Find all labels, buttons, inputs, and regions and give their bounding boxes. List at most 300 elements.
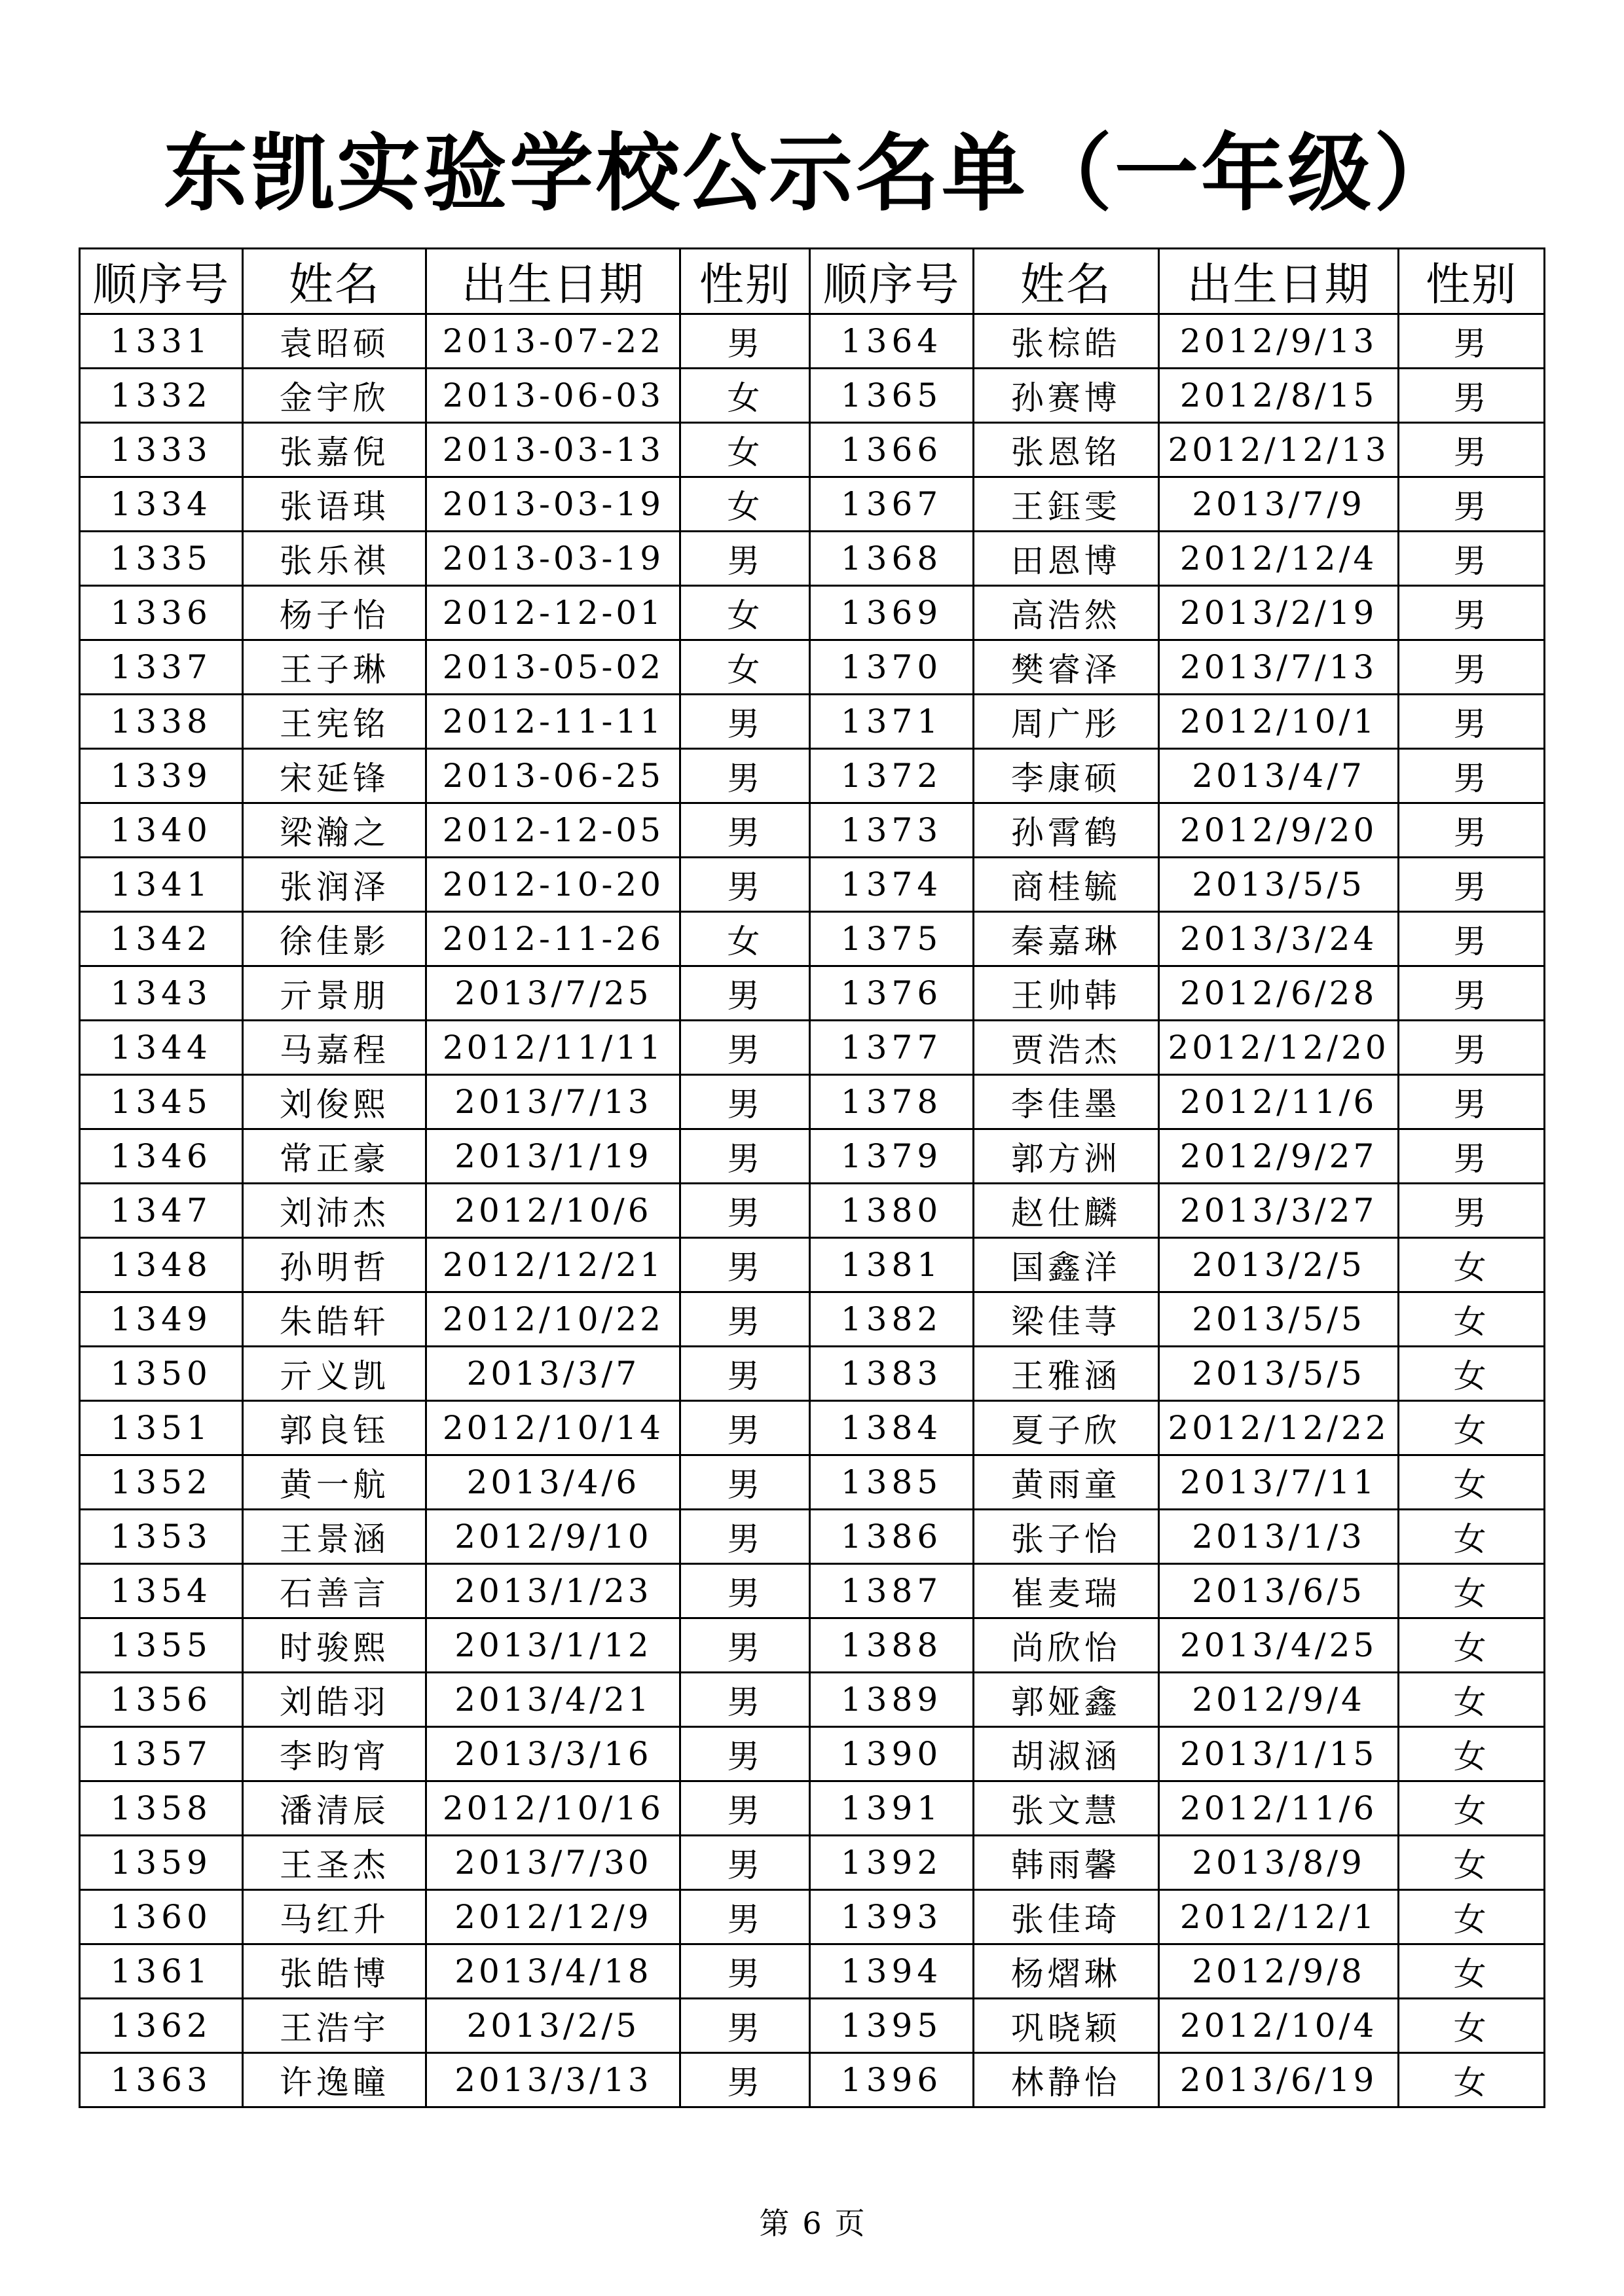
cell-seq-right: 1382 xyxy=(810,1292,973,1347)
cell-birthdate-left: 2013/3/13 xyxy=(426,2053,680,2107)
cell-seq-right: 1372 xyxy=(810,749,973,803)
cell-seq-right: 1393 xyxy=(810,1890,973,1944)
cell-birthdate-right: 2012/9/20 xyxy=(1158,803,1398,858)
cell-name-right: 张恩铭 xyxy=(973,423,1158,477)
cell-seq-right: 1386 xyxy=(810,1510,973,1564)
cell-name-left: 张皓博 xyxy=(243,1944,426,1999)
cell-name-left: 徐佳影 xyxy=(243,912,426,966)
cell-gender-right: 男 xyxy=(1399,1129,1545,1184)
cell-name-left: 张乐祺 xyxy=(243,532,426,586)
cell-name-right: 李康硕 xyxy=(973,749,1158,803)
cell-gender-left: 男 xyxy=(680,1075,810,1129)
cell-gender-left: 男 xyxy=(680,1564,810,1618)
cell-seq-right: 1368 xyxy=(810,532,973,586)
header-row xyxy=(80,249,1545,314)
cell-gender-right: 女 xyxy=(1399,1999,1545,2053)
cell-seq-left: 1362 xyxy=(80,1999,243,2053)
cell-gender-right: 女 xyxy=(1399,1401,1545,1455)
cell-birthdate-left: 2013/4/18 xyxy=(426,1944,680,1999)
cell-gender-left: 女 xyxy=(680,586,810,640)
cell-gender-right: 男 xyxy=(1399,695,1545,749)
cell-gender-right: 男 xyxy=(1399,640,1545,695)
cell-name-right: 王鈺雯 xyxy=(973,477,1158,532)
cell-name-left: 王圣杰 xyxy=(243,1836,426,1890)
cell-seq-left: 1358 xyxy=(80,1781,243,1836)
table-row xyxy=(80,803,1545,858)
cell-birthdate-left: 2013/1/23 xyxy=(426,1564,680,1618)
cell-seq-left: 1351 xyxy=(80,1401,243,1455)
cell-name-left: 常正豪 xyxy=(243,1129,426,1184)
cell-seq-left: 1342 xyxy=(80,912,243,966)
cell-name-right: 王帅韩 xyxy=(973,966,1158,1021)
table-row xyxy=(80,2053,1545,2107)
cell-seq-left: 1332 xyxy=(80,369,243,423)
cell-seq-left: 1336 xyxy=(80,586,243,640)
cell-name-left: 朱皓轩 xyxy=(243,1292,426,1347)
cell-birthdate-left: 2012-11-26 xyxy=(426,912,680,966)
cell-name-right: 高浩然 xyxy=(973,586,1158,640)
cell-birthdate-left: 2013-03-19 xyxy=(426,477,680,532)
cell-birthdate-right: 2012/12/13 xyxy=(1158,423,1398,477)
cell-birthdate-left: 2013-05-02 xyxy=(426,640,680,695)
cell-name-left: 李昀宵 xyxy=(243,1727,426,1781)
cell-name-right: 周广彤 xyxy=(973,695,1158,749)
header-birthdate-left: 出生日期 xyxy=(426,249,680,314)
cell-birthdate-right: 2012/11/6 xyxy=(1158,1781,1398,1836)
cell-birthdate-left: 2012/10/16 xyxy=(426,1781,680,1836)
cell-name-left: 潘清辰 xyxy=(243,1781,426,1836)
cell-name-left: 杨子怡 xyxy=(243,586,426,640)
header-name-right: 姓名 xyxy=(973,249,1158,314)
cell-birthdate-right: 2013/5/5 xyxy=(1158,1347,1398,1401)
cell-birthdate-left: 2013-03-13 xyxy=(426,423,680,477)
cell-birthdate-right: 2012/9/4 xyxy=(1158,1673,1398,1727)
cell-gender-right: 女 xyxy=(1399,1618,1545,1673)
cell-birthdate-right: 2013/4/25 xyxy=(1158,1618,1398,1673)
cell-seq-left: 1346 xyxy=(80,1129,243,1184)
cell-birthdate-left: 2012/10/22 xyxy=(426,1292,680,1347)
table-row xyxy=(80,1510,1545,1564)
cell-name-left: 刘皓羽 xyxy=(243,1673,426,1727)
cell-seq-left: 1355 xyxy=(80,1618,243,1673)
cell-name-left: 王子琳 xyxy=(243,640,426,695)
cell-gender-left: 男 xyxy=(680,1836,810,1890)
cell-birthdate-right: 2013/3/27 xyxy=(1158,1184,1398,1238)
cell-birthdate-right: 2012/9/8 xyxy=(1158,1944,1398,1999)
cell-seq-right: 1381 xyxy=(810,1238,973,1292)
table-row xyxy=(80,532,1545,586)
cell-birthdate-right: 2012/10/1 xyxy=(1158,695,1398,749)
cell-gender-right: 女 xyxy=(1399,1781,1545,1836)
cell-birthdate-left: 2012/10/14 xyxy=(426,1401,680,1455)
cell-seq-left: 1360 xyxy=(80,1890,243,1944)
cell-name-right: 巩晓颖 xyxy=(973,1999,1158,2053)
cell-birthdate-right: 2013/5/5 xyxy=(1158,1292,1398,1347)
cell-seq-left: 1335 xyxy=(80,532,243,586)
cell-name-right: 尚欣怡 xyxy=(973,1618,1158,1673)
cell-name-right: 赵仕麟 xyxy=(973,1184,1158,1238)
cell-birthdate-left: 2013/7/25 xyxy=(426,966,680,1021)
cell-seq-right: 1389 xyxy=(810,1673,973,1727)
cell-seq-left: 1344 xyxy=(80,1021,243,1075)
cell-seq-right: 1385 xyxy=(810,1455,973,1510)
cell-seq-right: 1383 xyxy=(810,1347,973,1401)
cell-birthdate-left: 2012/10/6 xyxy=(426,1184,680,1238)
cell-seq-right: 1378 xyxy=(810,1075,973,1129)
cell-seq-right: 1364 xyxy=(810,314,973,369)
cell-gender-left: 男 xyxy=(680,2053,810,2107)
roster-body xyxy=(80,314,1545,2107)
cell-seq-right: 1367 xyxy=(810,477,973,532)
cell-name-left: 亓义凯 xyxy=(243,1347,426,1401)
table-row xyxy=(80,1673,1545,1727)
cell-gender-right: 女 xyxy=(1399,1673,1545,1727)
cell-birthdate-left: 2013/4/6 xyxy=(426,1455,680,1510)
cell-name-left: 梁瀚之 xyxy=(243,803,426,858)
cell-name-right: 李佳墨 xyxy=(973,1075,1158,1129)
cell-gender-right: 女 xyxy=(1399,1238,1545,1292)
cell-seq-left: 1363 xyxy=(80,2053,243,2107)
cell-birthdate-left: 2012/9/10 xyxy=(426,1510,680,1564)
cell-name-right: 张佳琦 xyxy=(973,1890,1158,1944)
footer-prefix: 第 xyxy=(759,2206,790,2241)
cell-gender-left: 男 xyxy=(680,532,810,586)
cell-gender-right: 男 xyxy=(1399,749,1545,803)
table-row xyxy=(80,1347,1545,1401)
cell-gender-right: 女 xyxy=(1399,2053,1545,2107)
cell-seq-right: 1365 xyxy=(810,369,973,423)
cell-seq-left: 1338 xyxy=(80,695,243,749)
cell-birthdate-right: 2013/6/19 xyxy=(1158,2053,1398,2107)
cell-birthdate-left: 2012-10-20 xyxy=(426,858,680,912)
cell-gender-left: 女 xyxy=(680,640,810,695)
cell-gender-left: 女 xyxy=(680,369,810,423)
table-row xyxy=(80,749,1545,803)
cell-gender-right: 女 xyxy=(1399,1292,1545,1347)
table-row xyxy=(80,1292,1545,1347)
cell-name-right: 秦嘉琳 xyxy=(973,912,1158,966)
cell-birthdate-right: 2013/1/3 xyxy=(1158,1510,1398,1564)
cell-birthdate-right: 2013/1/15 xyxy=(1158,1727,1398,1781)
header-seq-right: 顺序号 xyxy=(810,249,973,314)
cell-gender-right: 男 xyxy=(1399,532,1545,586)
cell-birthdate-left: 2012-11-11 xyxy=(426,695,680,749)
table-row xyxy=(80,1129,1545,1184)
table-row xyxy=(80,695,1545,749)
cell-gender-right: 女 xyxy=(1399,1944,1545,1999)
cell-seq-right: 1374 xyxy=(810,858,973,912)
cell-birthdate-left: 2012/11/11 xyxy=(426,1021,680,1075)
cell-seq-right: 1384 xyxy=(810,1401,973,1455)
cell-seq-left: 1345 xyxy=(80,1075,243,1129)
cell-seq-right: 1388 xyxy=(810,1618,973,1673)
cell-gender-left: 男 xyxy=(680,1347,810,1401)
header-gender-right: 性别 xyxy=(1399,249,1545,314)
cell-seq-left: 1357 xyxy=(80,1727,243,1781)
cell-seq-left: 1331 xyxy=(80,314,243,369)
table-row xyxy=(80,1781,1545,1836)
cell-birthdate-left: 2013/3/7 xyxy=(426,1347,680,1401)
cell-name-right: 黄雨童 xyxy=(973,1455,1158,1510)
cell-gender-right: 男 xyxy=(1399,477,1545,532)
cell-seq-left: 1347 xyxy=(80,1184,243,1238)
cell-name-right: 国鑫洋 xyxy=(973,1238,1158,1292)
cell-name-right: 王雅涵 xyxy=(973,1347,1158,1401)
cell-seq-left: 1334 xyxy=(80,477,243,532)
cell-name-left: 王宪铭 xyxy=(243,695,426,749)
cell-gender-right: 女 xyxy=(1399,1564,1545,1618)
cell-name-right: 商桂毓 xyxy=(973,858,1158,912)
cell-name-right: 孙赛博 xyxy=(973,369,1158,423)
page-number: 6 xyxy=(802,2206,822,2241)
cell-birthdate-right: 2012/12/22 xyxy=(1158,1401,1398,1455)
cell-seq-right: 1370 xyxy=(810,640,973,695)
cell-seq-right: 1369 xyxy=(810,586,973,640)
cell-seq-left: 1361 xyxy=(80,1944,243,1999)
table-row xyxy=(80,1455,1545,1510)
cell-seq-right: 1387 xyxy=(810,1564,973,1618)
cell-seq-left: 1343 xyxy=(80,966,243,1021)
page-title: 东凯实验学校公示名单（一年级） xyxy=(163,124,1460,223)
cell-name-left: 时骏熙 xyxy=(243,1618,426,1673)
cell-name-left: 郭良钰 xyxy=(243,1401,426,1455)
cell-birthdate-right: 2012/12/1 xyxy=(1158,1890,1398,1944)
cell-gender-left: 女 xyxy=(680,912,810,966)
cell-name-right: 田恩博 xyxy=(973,532,1158,586)
cell-gender-right: 男 xyxy=(1399,1021,1545,1075)
cell-seq-left: 1353 xyxy=(80,1510,243,1564)
cell-gender-left: 男 xyxy=(680,1021,810,1075)
cell-seq-right: 1371 xyxy=(810,695,973,749)
cell-name-left: 马红升 xyxy=(243,1890,426,1944)
cell-gender-right: 女 xyxy=(1399,1836,1545,1890)
cell-gender-right: 女 xyxy=(1399,1727,1545,1781)
table-row xyxy=(80,423,1545,477)
table-row xyxy=(80,966,1545,1021)
cell-birthdate-right: 2013/7/9 xyxy=(1158,477,1398,532)
cell-seq-left: 1349 xyxy=(80,1292,243,1347)
cell-seq-left: 1340 xyxy=(80,803,243,858)
cell-seq-left: 1352 xyxy=(80,1455,243,1510)
cell-gender-left: 男 xyxy=(680,966,810,1021)
header-gender-left: 性别 xyxy=(680,249,810,314)
cell-gender-left: 男 xyxy=(680,1944,810,1999)
cell-name-right: 梁佳荨 xyxy=(973,1292,1158,1347)
cell-gender-right: 男 xyxy=(1399,314,1545,369)
table-row xyxy=(80,1021,1545,1075)
cell-birthdate-right: 2013/2/5 xyxy=(1158,1238,1398,1292)
cell-name-left: 黄一航 xyxy=(243,1455,426,1510)
cell-name-left: 马嘉程 xyxy=(243,1021,426,1075)
cell-seq-left: 1348 xyxy=(80,1238,243,1292)
cell-name-left: 刘沛杰 xyxy=(243,1184,426,1238)
cell-seq-right: 1377 xyxy=(810,1021,973,1075)
cell-gender-right: 男 xyxy=(1399,586,1545,640)
cell-gender-right: 男 xyxy=(1399,966,1545,1021)
cell-name-left: 张嘉倪 xyxy=(243,423,426,477)
cell-birthdate-right: 2013/5/5 xyxy=(1158,858,1398,912)
cell-gender-left: 男 xyxy=(680,1618,810,1673)
table-row xyxy=(80,1999,1545,2053)
cell-gender-left: 女 xyxy=(680,477,810,532)
cell-birthdate-left: 2013/3/16 xyxy=(426,1727,680,1781)
cell-seq-right: 1380 xyxy=(810,1184,973,1238)
cell-seq-right: 1390 xyxy=(810,1727,973,1781)
cell-gender-left: 男 xyxy=(680,1238,810,1292)
cell-birthdate-left: 2013/1/12 xyxy=(426,1618,680,1673)
table-row xyxy=(80,1238,1545,1292)
cell-gender-right: 女 xyxy=(1399,1890,1545,1944)
cell-birthdate-right: 2013/7/11 xyxy=(1158,1455,1398,1510)
cell-name-left: 石善言 xyxy=(243,1564,426,1618)
cell-gender-right: 男 xyxy=(1399,423,1545,477)
cell-birthdate-left: 2013-06-25 xyxy=(426,749,680,803)
cell-name-right: 夏子欣 xyxy=(973,1401,1158,1455)
cell-gender-right: 男 xyxy=(1399,1075,1545,1129)
cell-birthdate-left: 2013/1/19 xyxy=(426,1129,680,1184)
table-row xyxy=(80,858,1545,912)
cell-gender-left: 男 xyxy=(680,1890,810,1944)
cell-name-left: 刘俊熙 xyxy=(243,1075,426,1129)
table-row xyxy=(80,1184,1545,1238)
cell-gender-left: 男 xyxy=(680,749,810,803)
cell-name-left: 张语琪 xyxy=(243,477,426,532)
cell-gender-right: 女 xyxy=(1399,1455,1545,1510)
cell-seq-left: 1341 xyxy=(80,858,243,912)
cell-birthdate-left: 2013/2/5 xyxy=(426,1999,680,2053)
cell-seq-right: 1373 xyxy=(810,803,973,858)
cell-name-right: 郭方洲 xyxy=(973,1129,1158,1184)
cell-seq-left: 1333 xyxy=(80,423,243,477)
cell-name-left: 王景涵 xyxy=(243,1510,426,1564)
cell-seq-left: 1350 xyxy=(80,1347,243,1401)
cell-birthdate-right: 2013/7/13 xyxy=(1158,640,1398,695)
cell-seq-left: 1354 xyxy=(80,1564,243,1618)
cell-gender-left: 男 xyxy=(680,1673,810,1727)
cell-gender-left: 男 xyxy=(680,1455,810,1510)
cell-birthdate-right: 2013/3/24 xyxy=(1158,912,1398,966)
cell-birthdate-left: 2013/4/21 xyxy=(426,1673,680,1727)
cell-gender-left: 男 xyxy=(680,314,810,369)
cell-birthdate-left: 2013-07-22 xyxy=(426,314,680,369)
table-row xyxy=(80,369,1545,423)
cell-seq-right: 1396 xyxy=(810,2053,973,2107)
cell-name-left: 袁昭硕 xyxy=(243,314,426,369)
cell-gender-left: 男 xyxy=(680,1781,810,1836)
cell-seq-right: 1391 xyxy=(810,1781,973,1836)
table-row xyxy=(80,1618,1545,1673)
table-row xyxy=(80,1836,1545,1890)
cell-birthdate-left: 2013-06-03 xyxy=(426,369,680,423)
cell-gender-right: 男 xyxy=(1399,912,1545,966)
cell-birthdate-right: 2012/8/15 xyxy=(1158,369,1398,423)
cell-seq-right: 1394 xyxy=(810,1944,973,1999)
cell-gender-left: 男 xyxy=(680,803,810,858)
cell-name-left: 宋延锋 xyxy=(243,749,426,803)
cell-birthdate-right: 2012/10/4 xyxy=(1158,1999,1398,2053)
cell-name-right: 贾浩杰 xyxy=(973,1021,1158,1075)
cell-seq-right: 1376 xyxy=(810,966,973,1021)
cell-name-right: 韩雨馨 xyxy=(973,1836,1158,1890)
cell-gender-left: 男 xyxy=(680,1999,810,2053)
cell-gender-left: 男 xyxy=(680,1510,810,1564)
cell-birthdate-left: 2012/12/21 xyxy=(426,1238,680,1292)
cell-gender-right: 男 xyxy=(1399,1184,1545,1238)
cell-seq-left: 1339 xyxy=(80,749,243,803)
cell-birthdate-right: 2012/9/27 xyxy=(1158,1129,1398,1184)
cell-name-right: 张子怡 xyxy=(973,1510,1158,1564)
table-row xyxy=(80,1727,1545,1781)
cell-name-right: 樊睿泽 xyxy=(973,640,1158,695)
cell-gender-left: 男 xyxy=(680,858,810,912)
cell-birthdate-left: 2012-12-01 xyxy=(426,586,680,640)
cell-birthdate-right: 2012/11/6 xyxy=(1158,1075,1398,1129)
table-row xyxy=(80,640,1545,695)
cell-seq-left: 1359 xyxy=(80,1836,243,1890)
table-row xyxy=(80,1401,1545,1455)
roster-table xyxy=(79,247,1545,2108)
cell-seq-right: 1366 xyxy=(810,423,973,477)
cell-name-right: 崔麦瑞 xyxy=(973,1564,1158,1618)
cell-gender-left: 男 xyxy=(680,1401,810,1455)
cell-gender-right: 女 xyxy=(1399,1510,1545,1564)
cell-seq-right: 1379 xyxy=(810,1129,973,1184)
cell-gender-right: 男 xyxy=(1399,803,1545,858)
cell-name-left: 许逸瞳 xyxy=(243,2053,426,2107)
cell-birthdate-left: 2013-03-19 xyxy=(426,532,680,586)
cell-name-right: 张文慧 xyxy=(973,1781,1158,1836)
cell-gender-left: 男 xyxy=(680,1129,810,1184)
cell-birthdate-right: 2013/2/19 xyxy=(1158,586,1398,640)
cell-birthdate-left: 2012-12-05 xyxy=(426,803,680,858)
table-row xyxy=(80,477,1545,532)
cell-gender-left: 男 xyxy=(680,695,810,749)
header-seq-left: 顺序号 xyxy=(80,249,243,314)
header-name-left: 姓名 xyxy=(243,249,426,314)
cell-gender-right: 男 xyxy=(1399,858,1545,912)
cell-birthdate-right: 2013/8/9 xyxy=(1158,1836,1398,1890)
cell-gender-right: 男 xyxy=(1399,369,1545,423)
table-row xyxy=(80,912,1545,966)
cell-birthdate-right: 2013/4/7 xyxy=(1158,749,1398,803)
cell-gender-left: 男 xyxy=(680,1292,810,1347)
cell-birthdate-right: 2012/12/20 xyxy=(1158,1021,1398,1075)
cell-birthdate-right: 2012/6/28 xyxy=(1158,966,1398,1021)
cell-name-left: 王浩宇 xyxy=(243,1999,426,2053)
cell-name-right: 孙霄鹤 xyxy=(973,803,1158,858)
footer-suffix: 页 xyxy=(834,2206,865,2241)
cell-seq-right: 1392 xyxy=(810,1836,973,1890)
cell-gender-left: 男 xyxy=(680,1727,810,1781)
cell-name-right: 林静怡 xyxy=(973,2053,1158,2107)
table-row xyxy=(80,1890,1545,1944)
table-row xyxy=(80,586,1545,640)
header-birthdate-right: 出生日期 xyxy=(1158,249,1398,314)
cell-seq-right: 1395 xyxy=(810,1999,973,2053)
cell-name-right: 郭娅鑫 xyxy=(973,1673,1158,1727)
cell-birthdate-right: 2013/6/5 xyxy=(1158,1564,1398,1618)
table-row xyxy=(80,1944,1545,1999)
cell-name-right: 胡淑涵 xyxy=(973,1727,1158,1781)
cell-seq-left: 1356 xyxy=(80,1673,243,1727)
cell-birthdate-right: 2012/12/4 xyxy=(1158,532,1398,586)
cell-gender-left: 男 xyxy=(680,1184,810,1238)
cell-birthdate-left: 2013/7/30 xyxy=(426,1836,680,1890)
cell-gender-left: 女 xyxy=(680,423,810,477)
cell-seq-right: 1375 xyxy=(810,912,973,966)
page-footer xyxy=(0,2204,1624,2243)
cell-seq-left: 1337 xyxy=(80,640,243,695)
